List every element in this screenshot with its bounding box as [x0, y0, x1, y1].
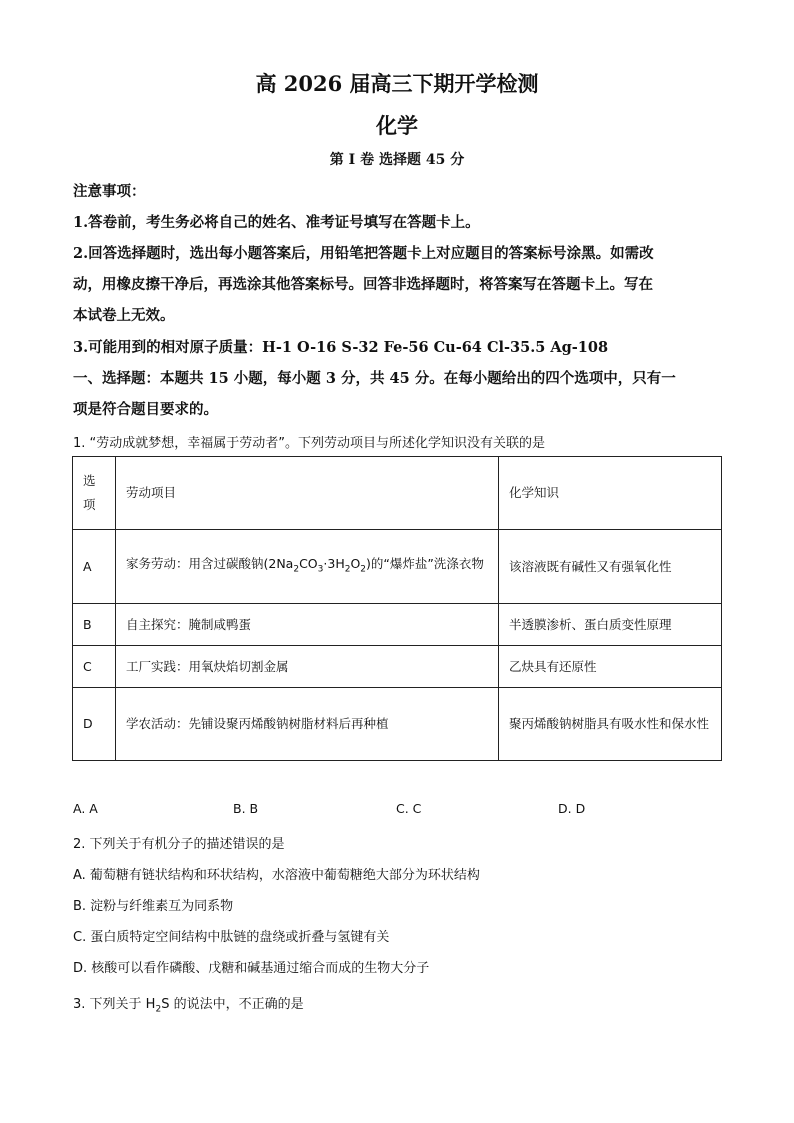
labor-text: )的“爆炸盐”洗涤衣物 — [366, 555, 484, 571]
labor-text: CO — [299, 555, 318, 571]
notes-heading: 注意事项： — [73, 183, 146, 200]
q1-choice-c[interactable]: C. C — [396, 801, 422, 816]
q2-option-a[interactable]: A. 葡萄糖有链状结构和环状结构，水溶液中葡萄糖绝大部分为环状结构 — [73, 868, 480, 883]
option-cell: A — [73, 530, 116, 604]
knowledge-cell: 聚丙烯酸钠树脂具有吸水性和保水性 — [499, 688, 722, 761]
q3-text: 3. 下列关于 H — [73, 997, 156, 1012]
labor-text: O — [350, 555, 361, 571]
q1-table — [72, 456, 722, 761]
q1-choice-b[interactable]: B. B — [233, 801, 259, 816]
subscript: 2 — [155, 1004, 162, 1015]
exam-title: 高 2026 届高三下期开学检测 — [255, 71, 539, 96]
header-option: 选项 — [73, 457, 116, 530]
q3-stem — [73, 993, 304, 1015]
q1-stem: 1. “劳动成就梦想，幸福属于劳动者”。下列劳动项目与所述化学知识没有关联的是 — [73, 436, 546, 451]
labor-cell: 工厂实践：用氧炔焰切割金属 — [116, 646, 499, 688]
table-row — [73, 646, 722, 688]
q2-option-c[interactable]: C. 蛋白质特定空间结构中肽链的盘绕或折叠与氢键有关 — [73, 930, 390, 945]
part1-instruction-line-2: 项是符合题目要求的。 — [73, 401, 218, 418]
note-3: 3.可能用到的相对原子质量：H-1 O-16 S-32 Fe-56 Cu-64 Cl-35.5 Ag-108 — [73, 339, 609, 356]
note-2-line-3: 本试卷上无效。 — [73, 307, 175, 324]
table-row — [73, 604, 722, 646]
subscript: 2 — [360, 564, 367, 575]
table-header-row — [73, 457, 722, 530]
subscript: 2 — [344, 564, 351, 575]
labor-cell: 学农活动：先铺设聚丙烯酸钠树脂材料后再种植 — [116, 688, 499, 761]
q1-choice-d[interactable]: D. D — [558, 801, 586, 816]
note-2-line-1: 2.回答选择题时，选出每小题答案后，用铅笔把答题卡上对应题目的答案标号涂黑。如需改 — [73, 245, 654, 262]
q2-option-d[interactable]: D. 核酸可以看作磷酸、戊糖和碱基通过缩合而成的生物大分子 — [73, 961, 430, 976]
table-row — [73, 688, 722, 761]
labor-text: 家务劳动：用含过碳酸钠(2Na — [126, 555, 294, 571]
option-cell: C — [73, 646, 116, 688]
q2-stem: 2. 下列关于有机分子的描述错误的是 — [73, 837, 285, 852]
labor-text: ·3H — [323, 555, 345, 571]
q1-choice-a[interactable]: A. A — [73, 801, 98, 816]
knowledge-cell: 半透膜渗析、蛋白质变性原理 — [499, 604, 722, 646]
q2-option-b[interactable]: B. 淀粉与纤维素互为同系物 — [73, 899, 234, 914]
note-2-line-2: 动，用橡皮擦干净后，再选涂其他答案标号。回答非选择题时，将答案写在答题卡上。写在 — [73, 276, 653, 293]
header-labor: 劳动项目 — [116, 457, 499, 530]
header-knowledge: 化学知识 — [499, 457, 722, 530]
note-1: 1.答卷前，考生务必将自己的姓名、准考证号填写在答题卡上。 — [73, 214, 480, 231]
table-row — [73, 530, 722, 604]
section-title: 第 I 卷 选择题 45 分 — [329, 152, 465, 168]
labor-cell: 自主探究：腌制咸鸭蛋 — [116, 604, 499, 646]
subject-title: 化学 — [376, 113, 418, 138]
labor-cell — [116, 530, 499, 604]
part1-instruction-line-1: 一、选择题：本题共 15 小题，每小题 3 分，共 45 分。在每小题给出的四个选项中，只有一 — [73, 370, 676, 387]
knowledge-cell: 该溶液既有碱性又有强氧化性 — [499, 530, 722, 604]
q3-text: S 的说法中，不正确的是 — [161, 997, 304, 1012]
option-cell: B — [73, 604, 116, 646]
subscript: 2 — [293, 564, 300, 575]
knowledge-cell: 乙炔具有还原性 — [499, 646, 722, 688]
option-cell: D — [73, 688, 116, 761]
subscript: 3 — [317, 564, 324, 575]
